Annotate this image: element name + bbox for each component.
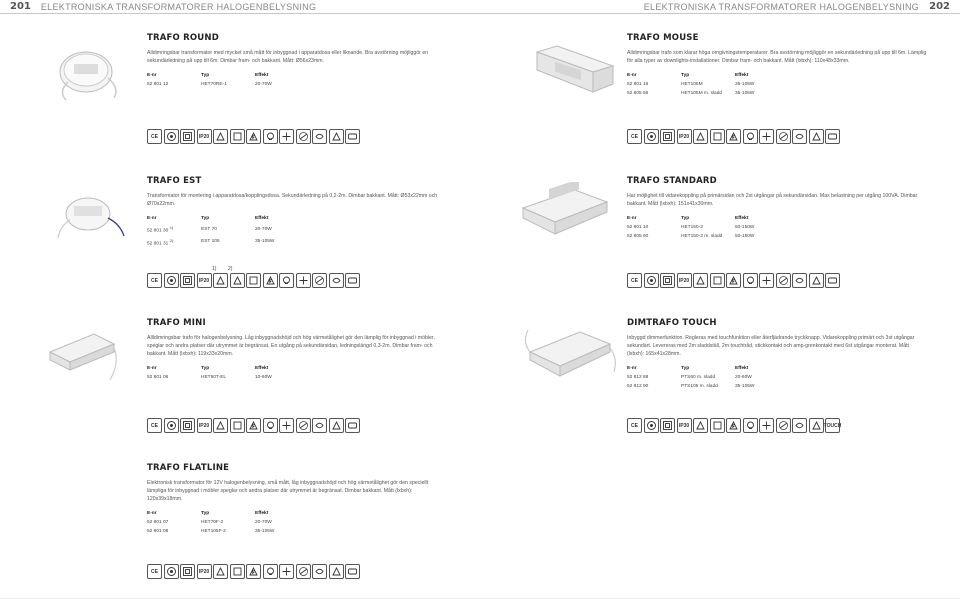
product-image-touch (520, 322, 620, 384)
lamp-icon (263, 564, 278, 579)
ta-icon (693, 129, 708, 144)
sq-icon (710, 273, 725, 288)
cell-effekt: 20-70W (255, 82, 272, 87)
svg-text:F: F (252, 424, 255, 430)
cell-effekt: 20-70W (255, 520, 272, 525)
page-header-right (644, 0, 950, 13)
col-header-enr: E-nr (147, 73, 157, 78)
header-rule (0, 13, 960, 14)
icon-footnote-1: 1) (212, 266, 217, 272)
ta-icon (213, 418, 228, 433)
certification-icons-standard (627, 273, 840, 288)
ce-icon: CE (627, 129, 642, 144)
product-image-standard (515, 182, 615, 244)
cell-enr (147, 238, 201, 251)
page-number-left: 201 (10, 1, 31, 12)
dim-icon (296, 129, 311, 144)
sc-icon (792, 273, 807, 288)
enec-icon (164, 129, 179, 144)
spec-table (627, 73, 927, 100)
col-header-effekt: Effekt (255, 366, 269, 371)
sc-icon (312, 129, 327, 144)
lamp-icon (743, 418, 758, 433)
f-icon (726, 273, 741, 288)
product-image-round (48, 42, 130, 104)
ta-icon (213, 564, 228, 579)
icon-footnote-2: 2) (228, 266, 233, 272)
sc-icon (312, 418, 327, 433)
sc-icon (792, 418, 807, 433)
cell-enr: 52 812 90 (627, 384, 649, 389)
cell-enr: 52 812 88 (627, 375, 649, 380)
product-title: TRAFO EST (147, 176, 202, 186)
dim-icon (776, 418, 791, 433)
tc-icon (759, 129, 774, 144)
class2-icon (660, 418, 675, 433)
enec-icon (164, 564, 179, 579)
product-description: Alldimringsbar transformator med mycket små mått för inbyggnad i apparatdosa eller liknande. Bra avstörning möjliggör en sekundärledning på upp till 6m. Dimbar fram- och bakkant. Mått: Ø56x23mm. (147, 50, 429, 64)
sq-icon (710, 418, 725, 433)
dim-icon (296, 564, 311, 579)
table-row (627, 384, 785, 393)
certification-icons-est (147, 273, 360, 288)
lamp-icon (263, 418, 278, 433)
col-header-effekt: Effekt (255, 73, 269, 78)
tc-icon (279, 418, 294, 433)
ce-icon: CE (147, 418, 162, 433)
product-image-mouse (525, 38, 620, 100)
col-header-enr: E-nr (627, 216, 637, 221)
sq-icon (230, 418, 245, 433)
spec-table (147, 366, 447, 384)
tc-icon (759, 273, 774, 288)
lamp-icon (743, 129, 758, 144)
ta-icon (213, 273, 228, 288)
svg-text:F: F (252, 135, 255, 141)
ce-icon: CE (627, 273, 642, 288)
product-title: TRAFO ROUND (147, 33, 219, 43)
cell-effekt: 35-105W (735, 91, 755, 96)
product-title: TRAFO FLATLINE (147, 463, 230, 473)
ip20-icon: IP20 (677, 273, 692, 288)
f-icon (246, 129, 261, 144)
enec-icon (644, 129, 659, 144)
ip20-icon: IP20 (197, 418, 212, 433)
sq2-icon (825, 129, 840, 144)
cell-effekt: 35-105W (255, 529, 275, 534)
product-image-mini (40, 328, 122, 388)
footnote-marker: 2) (169, 237, 174, 243)
dim-icon (776, 129, 791, 144)
cell-effekt: 35-105W (735, 384, 755, 389)
tc-icon (759, 418, 774, 433)
ta-icon (693, 418, 708, 433)
certification-icons-round (147, 129, 360, 144)
certification-icons-flatline (147, 564, 360, 579)
spec-table (627, 366, 927, 393)
product-trafo-mini (147, 318, 447, 384)
table-row (147, 375, 305, 384)
lamp-icon (743, 273, 758, 288)
ta-icon (809, 418, 824, 433)
dim-icon (312, 273, 327, 288)
enec-icon (644, 273, 659, 288)
product-title: TRAFO MINI (147, 318, 206, 328)
class2-icon (660, 273, 675, 288)
sq2-icon (345, 129, 360, 144)
product-trafo-round (147, 33, 457, 91)
col-header-effekt: Effekt (255, 511, 269, 516)
ta-icon (809, 273, 824, 288)
cell-enr: 52 805 56 (627, 91, 649, 96)
certification-icons-mini (147, 418, 360, 433)
cell-typ: HET150-2 (681, 225, 703, 230)
col-header-enr: E-nr (147, 216, 157, 221)
ta-icon (693, 273, 708, 288)
spec-table (147, 511, 447, 538)
table-row (627, 91, 785, 100)
col-header-typ: Typ (681, 73, 690, 78)
product-trafo-mouse (627, 33, 927, 100)
enec-icon (164, 418, 179, 433)
cell-typ: HET105F-2 (201, 529, 226, 534)
cell-enr: 52 801 10 (627, 225, 649, 230)
page-footer (0, 598, 960, 613)
product-description: Allldimringsbar trafo för halogenbelysning. Låg inbyggnadshöjd och hög värmetålighet gör den lämplig för inbyggnad i möbler, speglar och andra platser där utrymmet är begränsat. En utgång på sekundärsidan, ledningslängd 0,3-2m. Dimbar fram- och bakkant. Mått (lxbxh): 119x33x20mm. (147, 335, 435, 357)
enr-value: 52 801 30 (147, 228, 169, 234)
col-header-effekt: Effekt (735, 366, 749, 371)
ta-icon (230, 273, 245, 288)
col-header-enr: E-nr (147, 511, 157, 516)
col-header-typ: Typ (681, 366, 690, 371)
cell-typ: HET70RE-1 (201, 82, 227, 87)
table-row (147, 520, 305, 529)
product-description: Elektronisk transformator för 12V halogenbelysning, små mått, låg inbyggnadshöjd och hög värmetålighet gör den speciellt lämpliga för inbyggnad i möbler speglar och andra platser där utrymmet är begränsat. Dimbar bakkant. Mått (lxbxh): 120x39x18mm. (147, 480, 429, 502)
col-header-typ: Typ (201, 73, 210, 78)
spec-table (627, 216, 927, 243)
ce-icon: CE (147, 564, 162, 579)
cell-effekt: 10-60W (255, 375, 272, 380)
touch-icon: TOUCH (825, 418, 840, 433)
footnote-marker: 1) (169, 225, 174, 230)
cell-effekt: 35-105W (255, 239, 275, 245)
product-trafo-est (147, 176, 447, 250)
svg-text:F: F (732, 424, 735, 430)
ta-icon (213, 129, 228, 144)
product-image-est (52, 188, 132, 244)
product-trafo-flatline (147, 463, 447, 538)
table-row (147, 225, 305, 238)
product-title: TRAFO STANDARD (627, 176, 717, 186)
product-dimtrafo-touch (627, 318, 927, 393)
cell-enr: 52 801 06 (147, 375, 169, 380)
cell-effekt: 35-105W (735, 82, 755, 87)
sq-icon (230, 564, 245, 579)
page-number-right: 202 (929, 1, 950, 12)
cell-typ: EST 105 (201, 239, 220, 245)
col-header-effekt: Effekt (255, 216, 269, 221)
class2-icon (660, 129, 675, 144)
ce-icon: CE (147, 129, 162, 144)
table-row (147, 529, 305, 538)
ta-icon (809, 129, 824, 144)
tc-icon (296, 273, 311, 288)
certification-icons-touch (627, 418, 840, 433)
col-header-typ: Typ (201, 366, 210, 371)
col-header-effekt: Effekt (735, 216, 749, 221)
cell-typ: PTS105 m. sladd (681, 384, 718, 389)
f-icon (726, 129, 741, 144)
cell-typ: HET105M (681, 82, 703, 87)
ip20-icon: IP20 (197, 564, 212, 579)
product-trafo-standard (627, 176, 927, 243)
cell-typ: HET70F-2 (201, 520, 224, 525)
cell-typ: HET60T-EL (201, 375, 227, 380)
class2-icon (180, 418, 195, 433)
spec-table (147, 73, 457, 91)
svg-text:F: F (732, 279, 735, 285)
sq-icon (710, 129, 725, 144)
cell-enr: 52 801 08 (147, 529, 169, 534)
col-header-enr: E-nr (147, 366, 157, 371)
f-icon (246, 564, 261, 579)
table-row (627, 234, 785, 243)
ip30-icon: IP30 (677, 418, 692, 433)
cell-enr (147, 225, 201, 238)
product-description: Transformator för montering i apparatdosa/kopplingsdosa. Sekundärledning på 0,2-2m. Dimbar bakkant. Mått: Ø53x22mm och Ø70x22mm. (147, 193, 438, 207)
product-description: Inbyggd dimmerfunktion. Regleras med touchfunktion eller återfjädrande tryckknapp. Vidarekoppling primärt och 3st utgångar sekundärt. Levereras med 2m sladdställ, 2m touchtråd, stickkontakt och amp-grenkontakt med 6st utgångar monterat. Mått (lxbxh): 165x41x28mm. (627, 335, 915, 357)
product-description: Har möjlighet till vidarekoppling på primärsidan och 2st utgångar på sekundärsidan. Max belastning per utgång 100VA. Dimbar bakkant. Mått (lxbxh): 151x41x30mm. (627, 193, 918, 207)
cell-effekt: 20-60W (735, 375, 752, 380)
product-title: DIMTRAFO TOUCH (627, 318, 717, 328)
ta-icon (329, 129, 344, 144)
lamp-icon (279, 273, 294, 288)
col-header-typ: Typ (201, 511, 210, 516)
sc-icon (312, 564, 327, 579)
spec-table (147, 216, 447, 250)
enr-value: 52 801 31 (147, 241, 169, 247)
table-row (627, 375, 785, 384)
ta-icon (329, 564, 344, 579)
col-header-typ: Typ (201, 216, 210, 221)
enec-icon (644, 418, 659, 433)
tc-icon (279, 129, 294, 144)
page-title-left: ELEKTRONISKA TRANSFORMATORER HALOGENBELYSNING (40, 1, 317, 12)
cell-effekt: 20-70W (255, 226, 272, 232)
col-header-enr: E-nr (627, 366, 637, 371)
cell-typ: PTS60 m. sladd (681, 375, 716, 380)
class2-icon (180, 129, 195, 144)
table-row (627, 82, 785, 91)
f-icon (246, 418, 261, 433)
col-header-enr: E-nr (627, 73, 637, 78)
class2-icon (180, 564, 195, 579)
svg-text:F: F (268, 279, 272, 285)
class2-icon (180, 273, 195, 288)
ip20-icon: IP20 (197, 129, 212, 144)
f-icon (726, 418, 741, 433)
enec-icon (164, 273, 179, 288)
table-row (147, 238, 305, 251)
table-row (627, 225, 785, 234)
page-header-left (10, 0, 316, 13)
sq-icon (230, 129, 245, 144)
cell-typ: EST 70 (201, 226, 217, 232)
dim-icon (776, 273, 791, 288)
ce-icon: CE (627, 418, 642, 433)
page-title-right: ELEKTRONISKA TRANSFORMATORER HALOGENBELYSNING (643, 1, 920, 12)
sq2-icon (345, 273, 360, 288)
cell-enr: 52 805 60 (627, 234, 649, 239)
sc-icon (329, 273, 344, 288)
cell-enr: 52 801 12 (147, 82, 169, 87)
product-title: TRAFO MOUSE (627, 33, 699, 43)
cell-effekt: 50-150W (735, 234, 755, 239)
ta-icon (329, 418, 344, 433)
col-header-effekt: Effekt (735, 73, 749, 78)
dim-icon (296, 418, 311, 433)
sq-icon (246, 273, 261, 288)
product-description: Alldimringsbar trafo som klarar höga omgivningstemperaturer. Bra avstörning möjliggör en sekundärledning på upp till 6m. Lämplig för alla typer av downlights-installationer. Dimbar fram- och bakkant. Mått (lxbxh): 110x48x33mm. (627, 50, 927, 64)
f-icon (263, 273, 278, 288)
sq2-icon (825, 273, 840, 288)
svg-text:F: F (252, 570, 255, 576)
certification-icons-mouse (627, 129, 840, 144)
cell-typ: HET105M m. sladd (681, 91, 723, 96)
col-header-typ: Typ (681, 216, 690, 221)
sq2-icon (345, 418, 360, 433)
ce-icon: CE (147, 273, 162, 288)
cell-typ: HET150-2 m. sladd (681, 234, 723, 239)
svg-text:F: F (732, 135, 735, 141)
cell-enr: 52 801 07 (147, 520, 169, 525)
sq2-icon (345, 564, 360, 579)
ip20-icon: IP20 (197, 273, 212, 288)
ip20-icon: IP20 (677, 129, 692, 144)
sc-icon (792, 129, 807, 144)
tc-icon (279, 564, 294, 579)
table-row (147, 82, 305, 91)
cell-enr: 52 801 16 (627, 82, 649, 87)
lamp-icon (263, 129, 278, 144)
cell-effekt: 50-150W (735, 225, 755, 230)
